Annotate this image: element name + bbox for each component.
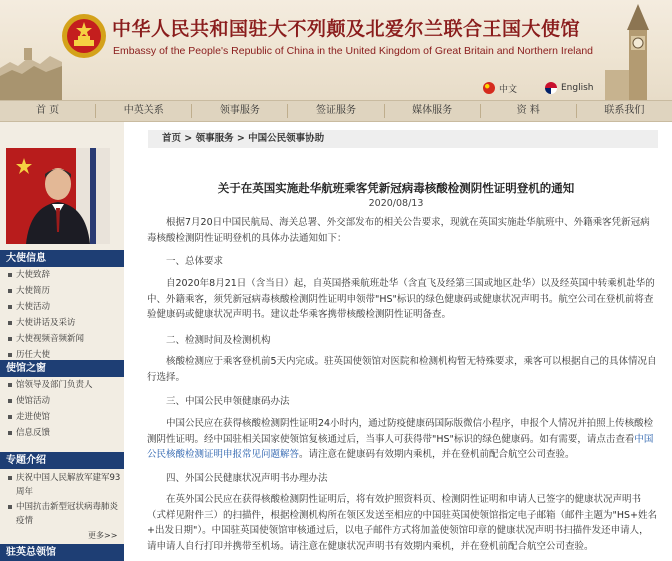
nav-contact-us[interactable]: 联系我们 <box>604 105 645 116</box>
ambassador-info-list <box>0 267 124 363</box>
nav-visa-services[interactable]: 签证服务 <box>288 104 384 118</box>
list-item[interactable]: 历任大使 <box>0 347 124 363</box>
article-date: 2020/08/13 <box>368 198 424 209</box>
language-english-link[interactable] <box>545 80 594 96</box>
list-item[interactable]: 信息反馈 <box>0 425 124 441</box>
list-item[interactable]: 大使致辞 <box>0 267 124 283</box>
list-item[interactable]: 大使活动 <box>0 299 124 315</box>
faq-link[interactable]: 中国公民核酸检测证明申报常见问题解答 <box>147 433 654 460</box>
topic-item[interactable]: 庆祝中国人民解放军建军93周年 <box>0 471 124 499</box>
article-paragraph-3: 中国公民应在获得核酸检测阴性证明24小时内，通过防疫健康码国际版微信小程序，申报个人情况并拍照上传核酸检测阴性证明。经中国驻相关国家使领馆复核通过后，当事人可获得带"HS"标识的绿色健康码。如有需要，请点击查看中国公民核酸检测证明申报常见问题解答。请注意在健康码有效期内乘机，并在登机前配合航空公司查验。 <box>147 418 654 460</box>
section-heading-2: 二、检测时间及检测机构 <box>166 335 271 346</box>
section-heading-1: 一、总体要求 <box>166 256 224 267</box>
nav-documents[interactable]: 资 料 <box>481 104 577 118</box>
big-ben-image <box>595 0 672 100</box>
list-item[interactable]: 大使讲话及采访 <box>0 315 124 331</box>
embassy-window-list <box>0 377 124 441</box>
nav-consular-services[interactable]: 领事服务 <box>192 104 288 118</box>
list-item[interactable]: 使馆活动 <box>0 393 124 409</box>
article-paragraph-4: 在英外国公民应在获得核酸检测阴性证明后，将有效护照资料页、检测阴性证明和申请人已签字的健康状况声明书（式样见附件三）的扫描件，根据检测机构所在领区发送至相应的中国驻英国使领馆指定电子邮箱（邮件主题为"HS+姓名+出发日期"）。中国驻英国使领馆审核通过后，以电子邮件方式将加盖使领馆印章的健康状况声明书扫描件发还申请人，请申请人自行打印并携带至机场。请注意在健康状况声明书有效期内乘机，并在登机前配合航空公司查验。 <box>147 494 658 552</box>
section-heading-3: 三、中国公民申领健康码办法 <box>166 396 290 407</box>
article-title: 关于在英国实施赴华航班乘客凭新冠病毒核酸检测阴性证明登机的通知 <box>217 181 575 195</box>
article-paragraph-1: 自2020年8月21日（含当日）起，自英国搭乘航班赴华（含直飞及经第三国或地区赴华）以及经英国中转乘机赴华的中、外籍乘客，须凭新冠病毒核酸检测阴性证明申领带"HS"标识的绿色健康码或健康状况声明书。航空公司在登机前将查验健康码或健康状况声明书。建议赴华乘客携带核酸检测阴性证明备查。 <box>147 278 655 320</box>
more-link[interactable]: 更多>> <box>88 531 118 540</box>
sidebar <box>0 122 124 561</box>
breadcrumb[interactable]: 首页 > 领事服务 > 中国公民领事协助 <box>148 130 658 148</box>
section-heading-4: 四、外国公民健康状况声明书办理办法 <box>166 473 328 484</box>
uk-flag-icon <box>545 82 557 94</box>
section-consulates-heading: 驻英总领馆 <box>0 544 124 561</box>
ambassador-portrait-image <box>6 148 110 244</box>
national-emblem-icon <box>60 12 108 60</box>
list-item[interactable]: 大使视频音频新闻 <box>0 331 124 347</box>
list-item[interactable]: 走进使馆 <box>0 409 124 425</box>
topic-item[interactable]: 中国抗击新型冠状病毒肺炎疫情 <box>0 500 124 528</box>
section-ambassador-info-heading: 大使信息 <box>0 250 124 267</box>
embassy-title-chinese: 中华人民共和国驻大不列颠及北爱尔兰联合王国大使馆 <box>112 18 581 40</box>
language-chinese-link[interactable] <box>483 80 517 96</box>
china-flag-icon <box>483 82 495 94</box>
nav-media-services[interactable]: 媒体服务 <box>385 104 481 118</box>
site-header <box>0 0 672 100</box>
article-paragraph-2: 核酸检测应于乘客登机前5天内完成。驻英国使领馆对医院和检测机构暂无特殊要求，乘客可以根据自己的具体情况自行选择。 <box>147 356 657 383</box>
article-intro: 根据7月20日中国民航局、海关总署、外交部发布的相关公告要求，现就在英国实施赴华航班中、外籍乘客凭新冠病毒核酸检测阴性证明登机的具体办法通知如下： <box>147 217 650 244</box>
nav-home[interactable]: 首 页 <box>0 104 96 118</box>
list-item[interactable]: 大使简历 <box>0 283 124 299</box>
language-english-label: English <box>561 83 594 93</box>
great-wall-image <box>0 28 62 100</box>
section-embassy-window-heading: 使馆之窗 <box>0 360 124 377</box>
ambassador-photo[interactable] <box>6 148 110 244</box>
embassy-title-english: Embassy of the People's Republic of China in the United Kingdom of Great Britain and Northern Ireland <box>113 45 594 57</box>
main-navigation <box>0 100 672 122</box>
list-item[interactable]: 馆领导及部门负责人 <box>0 377 124 393</box>
nav-china-uk-relations[interactable]: 中英关系 <box>96 104 192 118</box>
section-topics-heading: 专题介绍 <box>0 452 124 469</box>
language-chinese-label: 中文 <box>499 84 518 95</box>
